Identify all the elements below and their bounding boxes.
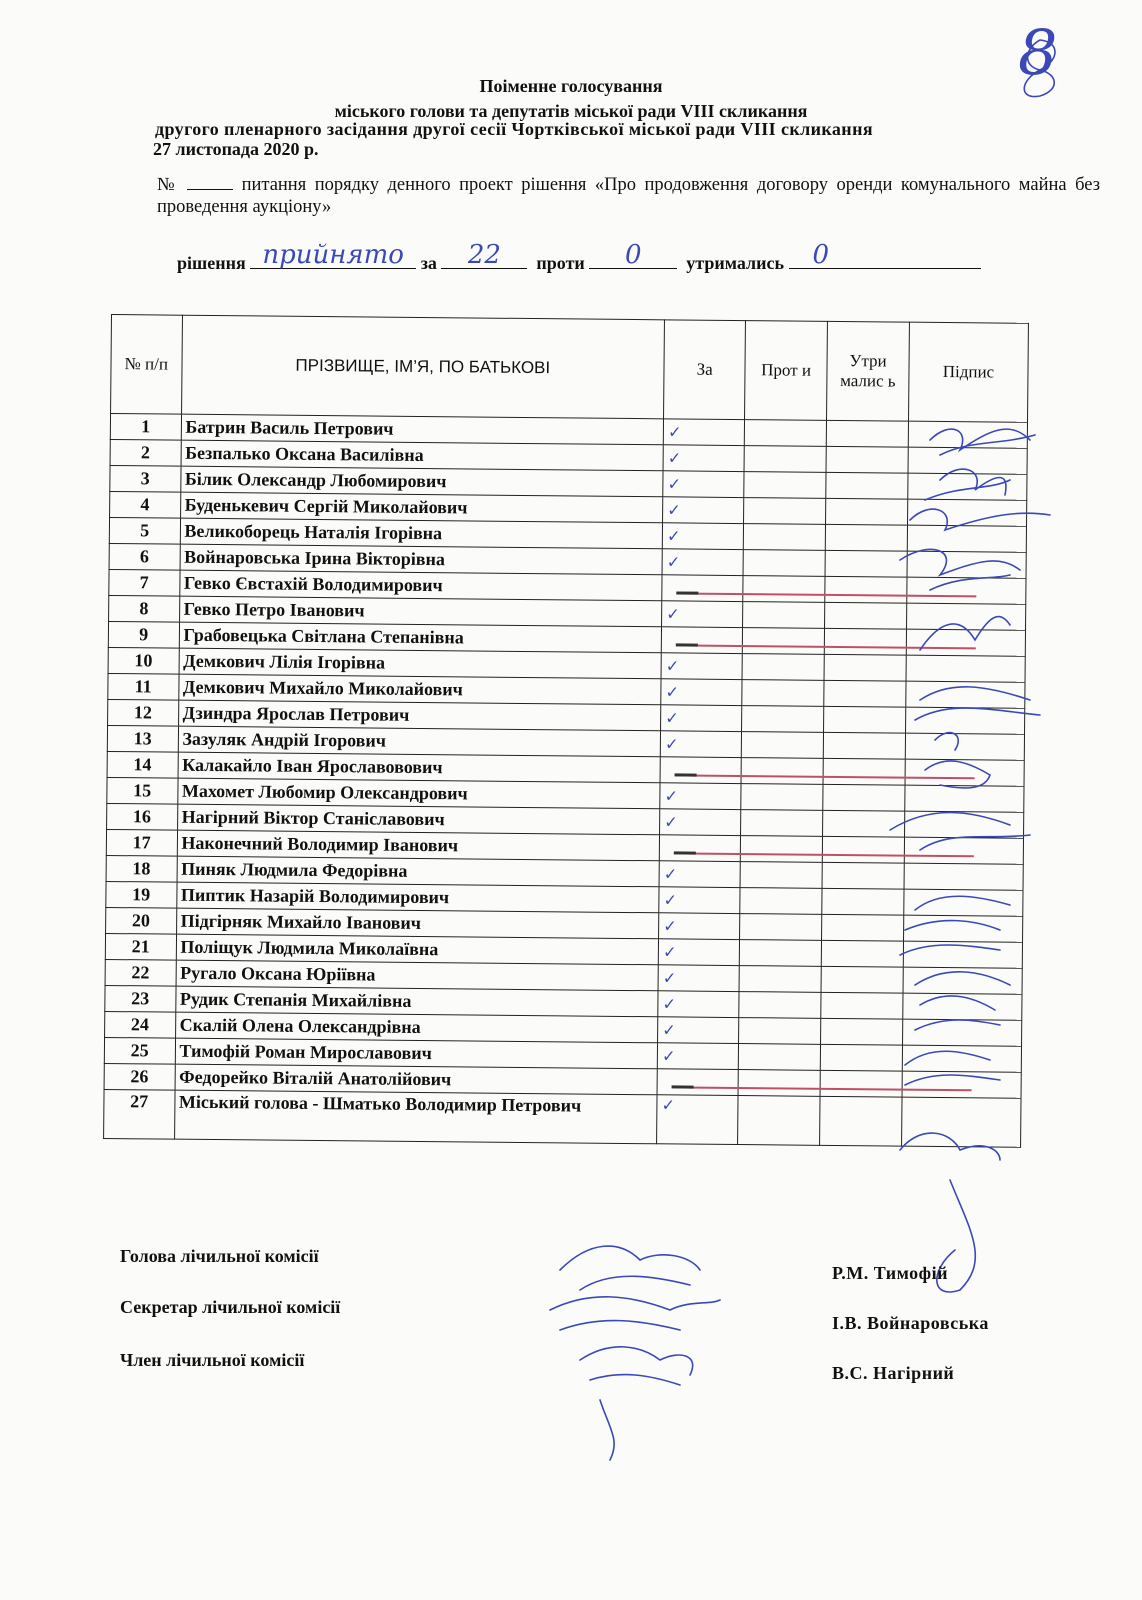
row-vote-abstained [824,654,906,681]
table-body [104,414,1028,1148]
row-vote-abstained [820,1044,902,1071]
row-vote-for: ✓ [658,991,739,1018]
row-vote-abstained [822,836,904,863]
row-name: Демкович Лілія Ігорівна [179,648,662,679]
header-for: За [664,320,746,420]
row-name: Пиняк Людмила Федорівна [177,856,660,887]
row-signature [908,447,1027,474]
row-vote-for: ✓ [658,939,739,966]
row-vote-abstained [825,498,907,525]
for-value: 22 [467,240,501,270]
row-number: 12 [108,699,179,726]
row-name: Махомет Любомир Олександрович [177,778,660,809]
row-vote-against [743,602,825,629]
row-number: 5 [109,517,180,544]
row-name: Підгірняк Михайло Іванович [176,908,659,939]
agenda-question [157,174,1100,218]
row-vote-for [657,1069,738,1096]
row-signature [907,499,1026,526]
row-vote-abstained [823,784,905,811]
row-vote-abstained [825,576,907,603]
row-signature [904,837,1023,864]
row-signature [905,733,1024,760]
row-vote-abstained [823,758,905,785]
question-number-blank [187,175,233,190]
decision-label: рішення [177,253,246,273]
row-vote-against [740,914,822,941]
row-vote-against [738,1096,820,1146]
row-vote-for [661,627,742,654]
row-vote-against [742,706,824,733]
row-vote-for: ✓ [662,523,743,550]
row-number: 1 [110,414,181,441]
row-number: 2 [110,439,181,466]
row-name: Наконечний Володимир Іванович [177,830,660,861]
row-vote-abstained [820,1096,902,1146]
header-num: № п/п [111,315,182,415]
row-signature [908,473,1027,500]
row-signature [904,863,1023,890]
row-vote-for [662,575,743,602]
against-field [589,240,677,270]
row-signature [902,1097,1021,1147]
row-vote-abstained [821,992,903,1019]
row-name: Зазуляк Андрій Ігорович [178,726,661,757]
row-vote-against [739,966,821,993]
row-vote-abstained [826,446,908,473]
row-number: 13 [107,725,178,752]
page-number: 8 [1018,16,1058,89]
row-signature [903,915,1022,942]
row-name: Безпалько Оксана Василівна [181,440,664,471]
row-name: Міський голова - Шматько Володимир Петрович [174,1090,657,1144]
row-name: Батрин Василь Петрович [181,414,664,445]
header-against: Прот и [745,321,828,421]
row-name: Великоборець Наталія Ігорівна [180,518,663,549]
abstained-value: 0 [812,240,830,270]
row-vote-against [739,1018,821,1045]
row-vote-abstained [824,680,906,707]
row-signature [907,551,1026,578]
row-name: Гевко Євстахій Володимирович [179,570,662,601]
row-number: 11 [108,673,179,700]
row-vote-for: ✓ [658,965,739,992]
row-vote-abstained [824,602,906,629]
row-signature [903,941,1022,968]
row-vote-for: ✓ [661,679,742,706]
decision-field [250,240,416,270]
row-vote-against [742,680,824,707]
row-signature [905,759,1024,786]
row-name: Грабовецька Світлана Степанівна [179,622,662,653]
question-text: питання порядку денного проект рішення «Про продовження договору оренди комунального майна без проведення аукціону» [157,175,1101,217]
row-name: Калакайло Іван Ярославовович [178,752,661,783]
row-number: 4 [110,491,181,518]
vote-result [177,240,981,274]
row-signature [905,707,1024,734]
row-vote-against [742,628,824,655]
row-name: Тимофій Роман Мирославович [175,1038,658,1069]
abstained-label: утримались [686,253,784,273]
row-vote-against [743,550,825,577]
row-vote-for: ✓ [663,497,744,524]
row-vote-against [739,992,821,1019]
row-number: 8 [109,595,180,622]
row-signature [904,811,1023,838]
row-name: Буденькевич Сергій Миколайович [180,492,663,523]
row-vote-for: ✓ [661,705,742,732]
row-vote-for: ✓ [657,1095,739,1145]
row-name: Дзиндра Ярослав Петрович [178,700,661,731]
row-number: 10 [108,647,179,674]
row-vote-against [740,888,822,915]
row-vote-against [744,498,826,525]
for-label: за [420,253,437,273]
row-vote-against [744,420,826,447]
row-name: Гевко Петро Іванович [179,596,662,627]
row-name: Рудик Степанія Михайлівна [175,986,658,1017]
row-name: Нагірний Віктор Станіславович [177,804,660,835]
table-header-row [111,315,1029,423]
row-number: 23 [105,985,176,1012]
row-number: 26 [104,1063,175,1090]
roll-call-table [103,314,1029,1148]
row-vote-abstained [822,862,904,889]
row-vote-for: ✓ [660,809,741,836]
row-number: 15 [107,777,178,804]
row-vote-against [744,446,826,473]
row-vote-for: ✓ [658,1017,739,1044]
row-number: 19 [106,881,177,908]
row-number: 17 [106,829,177,856]
row-vote-against [741,810,823,837]
row-vote-abstained [821,966,903,993]
row-signature [907,577,1026,604]
row-number: 3 [110,465,181,492]
row-vote-against [743,576,825,603]
row-name: Ругало Оксана Юріївна [176,960,659,991]
commission-signature-secretary [550,1297,720,1330]
row-name: Войнаровська Ірина Вікторівна [180,544,663,575]
row-number: 21 [105,933,176,960]
row-vote-abstained [826,472,908,499]
header-title: Поіменне голосування [479,76,663,96]
row-vote-for [659,835,740,862]
row-number: 18 [106,855,177,882]
row-signature [908,421,1027,448]
decision-value: прийнято [262,240,404,270]
row-vote-abstained [822,888,904,915]
row-vote-against [743,524,825,551]
question-number-sign: № [157,175,179,195]
row-vote-for [660,757,741,784]
row-vote-against [741,784,823,811]
against-value: 0 [625,240,642,270]
row-signature [907,525,1026,552]
row-vote-against [739,940,821,967]
row-vote-abstained [821,1018,903,1045]
row-vote-against [740,862,822,889]
row-vote-against [740,836,822,863]
header-name: ПРІЗВИЩЕ, ІМ’Я, ПО БАТЬКОВІ [181,315,665,419]
row-vote-abstained [823,810,905,837]
row-vote-abstained [824,628,906,655]
commission-signature-member [580,1347,693,1460]
row-vote-for: ✓ [662,549,743,576]
row-signature [902,1071,1021,1098]
row-signature [904,889,1023,916]
row-signature [903,993,1022,1020]
row-vote-abstained [822,914,904,941]
row-number: 25 [104,1037,175,1064]
row-signature [903,967,1022,994]
row-vote-abstained [825,524,907,551]
row-number: 20 [106,907,177,934]
row-vote-for: ✓ [663,419,744,446]
row-vote-against [738,1070,820,1097]
row-vote-abstained [825,550,907,577]
row-vote-for: ✓ [659,913,740,940]
header-date: 27 листопада 2020 р. [153,139,319,159]
row-name: Поліщук Людмила Миколаївна [176,934,659,965]
chair-role: Голова лічильної комісії [120,1246,319,1266]
chair-name: Р.М. Тимофій [832,1263,949,1283]
row-vote-against [741,758,823,785]
row-vote-abstained [823,732,905,759]
row-signature [902,1045,1021,1072]
row-vote-for: ✓ [659,887,740,914]
header-abstained: Утри малис ь [826,321,909,421]
row-number: 16 [107,803,178,830]
row-vote-abstained [826,420,908,447]
row-name: Скалій Олена Олександрівна [175,1012,658,1043]
row-number: 27 [104,1089,175,1139]
row-signature [906,655,1025,682]
row-number: 7 [109,569,180,596]
row-number: 24 [105,1011,176,1038]
row-signature [905,785,1024,812]
row-vote-for: ✓ [659,861,740,888]
row-vote-abstained [820,1070,902,1097]
row-signature [906,603,1025,630]
row-vote-for: ✓ [660,731,741,758]
row-signature [906,629,1025,656]
row-vote-for: ✓ [662,601,743,628]
secretary-name: І.В. Войнаровська [832,1313,989,1333]
row-name: Пиптик Назарій Володимирович [176,882,659,913]
row-number: 6 [109,543,180,570]
header-line-3: другого пленарного засідання другої сесії Чортківської міської ради VIII скликання [155,119,873,139]
secretary-role: Секретар лічильної комісії [120,1297,341,1317]
header-signature: Підпис [908,322,1028,422]
row-signature [906,681,1025,708]
row-number: 22 [105,959,176,986]
row-vote-against [741,732,823,759]
row-signature [902,1019,1021,1046]
row-vote-for: ✓ [661,653,742,680]
row-vote-against [738,1044,820,1071]
member-name: В.С. Нагірний [832,1363,955,1383]
row-name: Білик Олександр Любомирович [180,466,663,497]
row-vote-for: ✓ [663,445,744,472]
table-row [104,1089,1021,1147]
commission-signature-chair [560,1246,700,1290]
row-name: Демкович Михайло Миколайович [178,674,661,705]
row-vote-against [744,472,826,499]
header-line-2: міського голови та депутатів міської ради VIII скликання [334,101,808,121]
row-number: 9 [108,621,179,648]
row-vote-abstained [824,706,906,733]
abstained-field [789,240,981,270]
row-vote-abstained [821,940,903,967]
against-label: проти [536,253,585,273]
row-vote-for: ✓ [657,1043,738,1070]
member-role: Член лічильної комісії [120,1350,305,1370]
row-vote-against [742,654,824,681]
row-number: 14 [107,751,178,778]
row-vote-for: ✓ [660,783,741,810]
row-vote-for: ✓ [663,471,744,498]
row-name: Федорейко Віталій Анатолійович [175,1064,658,1095]
for-field [441,240,527,270]
